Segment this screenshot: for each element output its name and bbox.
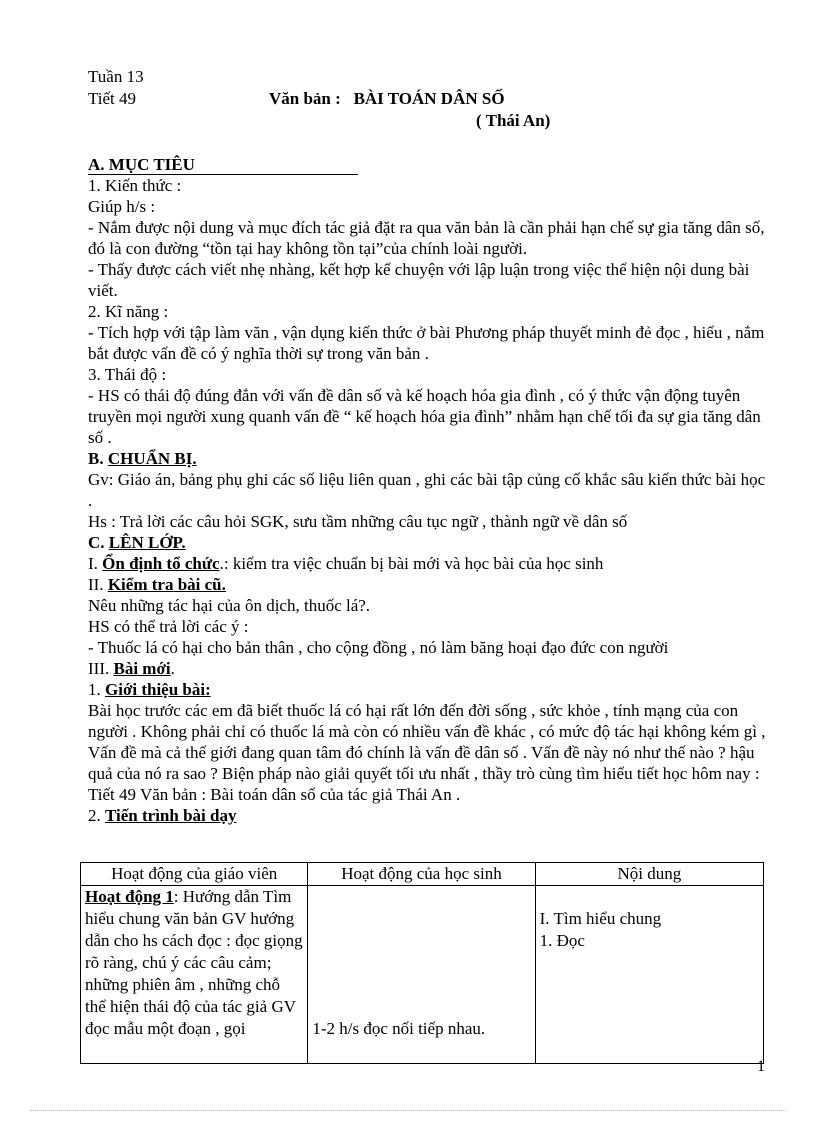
process-heading-line: 2. Tiến trình bài dạy [88,806,237,825]
activity-label: Hoạt động 1 [85,887,174,906]
intro-text: Bài học trước các em đã biết thuốc lá có hại rất lớn đến đời sống , sức khỏe , tính mạng của con người . Không phải chỉ có thuốc lá mà còn có nhiều vấn đề khác , có mức độ tác hại không kém gì , Vấn đề mà cả thế giới đang quan tâm đó chính là vấn đề dân số . Vấn đề này nó như thế nào ? hậu quả của nó ra sao ? Biện pháp nào giải quyết tối ưu nhất , thầy trò cùng tìm hiểu tiết học hôm nay : Tiết 49 Văn bản : Bài toán dân số của tác giả Thái An . [88,701,766,804]
header-student-activity: Hoạt động của học sinh [308,863,535,886]
part-2-question: Nêu những tác hại của ôn dịch, thuốc lá?. [88,596,371,615]
student-activity-text: 1-2 h/s đọc nối tiếp nhau. [312,1019,486,1038]
document-author: ( Thái An) [476,111,551,130]
student-activity-cell [308,886,535,1064]
attitude-heading: 3. Thái độ : [88,365,167,384]
content-line-1: I. Tìm hiểu chung [539,909,662,928]
teacher-preparation: Gv: Giáo án, bảng phụ ghi các số liệu liên quan , ghi các bài tập củng cố khắc sâu kiến thức bài học . [88,470,766,510]
skills-heading: 2. Kĩ năng : [88,302,169,321]
part-2-answer-intro: HS có thể trả lời các ý : [88,617,249,636]
part-1-text: .: kiểm tra việc chuẩn bị bài mới và học bài của học sinh [219,554,604,573]
section-c-heading: C. LÊN LỚP. [88,533,186,552]
intro-heading-line: 1. Giới thiệu bài: [88,680,211,699]
lesson-activity-table [80,862,764,1064]
knowledge-point-2: - Thấy được cách viết nhẹ nhàng, kết hợp kể chuyện với lập luận trong việc thể hiện nội dung bài viết. [88,260,750,300]
part-2-answer: - Thuốc lá có hại cho bản thân , cho cộng đồng , nó làm băng hoại đạo đức con người [88,638,669,657]
title-text: BÀI TOÁN DÂN SỐ [353,89,505,108]
part-3-heading-line: III. Bài mới. [88,659,175,678]
part-1-heading: Ổn định tổ chức [102,554,220,573]
table-header-row [81,863,764,886]
teacher-activity-cell [81,886,308,1064]
page-bottom-divider [30,1110,786,1111]
knowledge-intro: Giúp h/s : [88,197,156,216]
table-row [81,886,764,1064]
content-line-2: 1. Đọc [539,931,585,950]
header-teacher-activity: Hoạt động của giáo viên [81,863,308,886]
knowledge-heading: 1. Kiến thức : [88,176,182,195]
page-number: 1 [757,1058,765,1075]
document-title [269,88,505,110]
attitude-point-1: - HS có thái độ đúng đắn với vấn đề dân số và kế hoạch hóa gia đình , có ý thức vận động tuyên truyền mọi người xung quanh vấn đề “ kế hoạch hóa gia đình” nhằm hạn chế tối đa sự gia tăng dân số . [88,386,761,447]
week-label: Tuần 13 [88,67,144,86]
intro-heading: Giới thiệu bài: [105,680,211,699]
section-b-heading: B. CHUẨN BỊ. [88,449,197,468]
knowledge-point-1: - Nắm được nội dung và mục đích tác giả đặt ra qua văn bản là cần phải hạn chế sự gia tăng dân số, đó là con đường “tồn tại hay không tồn tại”của chính loài người. [88,218,765,258]
header-content: Nội dung [535,863,763,886]
section-a-heading: A. MỤC TIÊU [88,154,766,175]
part-2-heading-line: II. Kiểm tra bài cũ. [88,575,226,594]
teacher-activity-text: : Hướng dẫn Tìm hiểu chung văn bản GV hướng dẫn cho hs cách đọc : đọc giọng rõ ràng, chú ý các câu cảm; những phiên âm , những chỗ thể hiện thái độ của tác giả GV đọc mẫu một đoạn , gọi [85,887,303,1038]
skills-point-1: - Tích hợp với tập làm văn , vận dụng kiến thức ở bài Phương pháp thuyết minh đẻ đọc , hiểu , nắm bắt được vấn đề có ý nghĩa thời sự trong văn bản . [88,323,765,363]
student-preparation: Hs : Trả lời các câu hỏi SGK, sưu tầm những câu tục ngữ , thành ngữ về dân số [88,512,628,531]
content-cell [535,886,763,1064]
part-3-heading: Bài mới [113,659,171,678]
part-1-line: I. Ổn định tổ chức.: kiểm tra việc chuẩn bị bài mới và học bài của học sinh [88,554,604,573]
lesson-body [88,154,766,826]
process-heading: Tiến trình bài dạy [105,806,237,825]
title-prefix: Văn bản : [269,89,341,108]
part-2-heading: Kiểm tra bài cũ. [107,575,226,594]
period-label: Tiết 49 [88,89,137,108]
